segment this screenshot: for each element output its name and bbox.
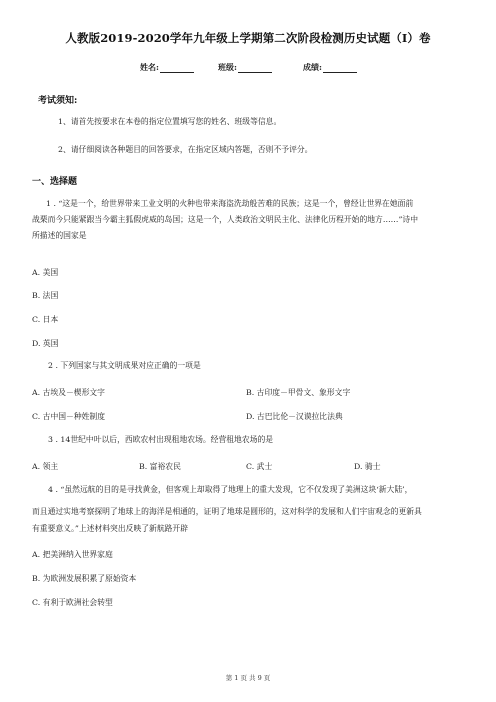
question-1-option-b[interactable]: B. 法国	[32, 291, 59, 300]
question-2-option-b[interactable]: B. 古印度－甲骨文、象形文字	[246, 388, 351, 397]
question-4-option-b[interactable]: B. 为欧洲发展积累了原始资本	[32, 574, 137, 583]
section-heading: 一、选择题	[32, 177, 78, 187]
question-1-text: 战栗而今只能紧跟当今霸主狐假虎威的岛国；这是一个，人类政治文明民主化、法律化历程开始的地方……”诗中	[32, 215, 419, 224]
question-4-option-c[interactable]: C. 有利于欧洲社会转型	[32, 598, 113, 607]
question-4-text: 有重要意义。”上述材料突出反映了新航路开辟	[32, 524, 189, 533]
question-3-option-d[interactable]: D. 骑士	[354, 462, 381, 471]
score-field[interactable]	[303, 62, 357, 73]
name-field[interactable]	[140, 62, 194, 73]
question-1-option-c[interactable]: C. 日本	[32, 315, 59, 324]
question-3-option-b[interactable]: B. 富裕农民	[139, 462, 181, 471]
exam-title: 人教版2019-2020学年九年级上学期第二次阶段检测历史试题（I）卷	[65, 31, 431, 45]
question-2-text: 2 . 下列国家与其文明成果对应正确的一项是	[48, 361, 201, 370]
class-label: 班级:	[218, 62, 237, 72]
question-4-option-a[interactable]: A. 把美洲纳入世界家庭	[32, 550, 113, 559]
question-1-option-a[interactable]: A. 美国	[32, 268, 59, 277]
question-1-text: 1 . “这是一个，给世界带来工业文明的火种也带来海盗洗劫般苦难的民族；这是一个，曾经让世界在她面前	[46, 199, 414, 208]
notice-item: 2、请仔细阅读各种题目的回答要求，在指定区域内答题，否则不予评分。	[58, 145, 313, 154]
question-2-option-c[interactable]: C. 古中国－种姓制度	[32, 412, 106, 421]
notice-item: 1、请首先按要求在本卷的指定位置填写您的姓名、班级等信息。	[58, 117, 282, 126]
question-3-text: 3 . 14世纪中叶以后，西欧农村出现租地农场。经营租地农场的是	[48, 435, 274, 444]
question-3-option-c[interactable]: C. 武士	[246, 462, 273, 471]
name-label: 姓名:	[140, 62, 159, 72]
question-3-option-a[interactable]: A. 领主	[32, 462, 59, 471]
question-1-text: 所描述的国家是	[32, 231, 87, 240]
score-label: 成绩:	[303, 62, 322, 72]
page-footer: 第 1 页 共 9 页	[225, 674, 271, 682]
name-blank[interactable]	[160, 64, 194, 73]
question-1-option-d[interactable]: D. 英国	[32, 339, 59, 348]
question-2-option-d[interactable]: D. 古巴比伦－汉谟拉比法典	[246, 412, 343, 421]
question-4-text: 4 . “虽然远航的目的是寻找黄金，但客观上却取得了地理上的重大发现，它不仅发现了美洲这块‘新大陆’，	[48, 485, 413, 494]
notice-heading: 考试须知:	[38, 96, 78, 106]
question-4-text: 而且通过实地考察探明了地球上的海洋是相通的，证明了地球是圆形的，这对科学的发展和人们宇宙观念的更新具	[32, 507, 422, 516]
score-blank[interactable]	[323, 64, 357, 73]
class-field[interactable]	[218, 62, 272, 73]
class-blank[interactable]	[238, 64, 272, 73]
question-2-option-a[interactable]: A. 古埃及－楔形文字	[32, 388, 105, 397]
